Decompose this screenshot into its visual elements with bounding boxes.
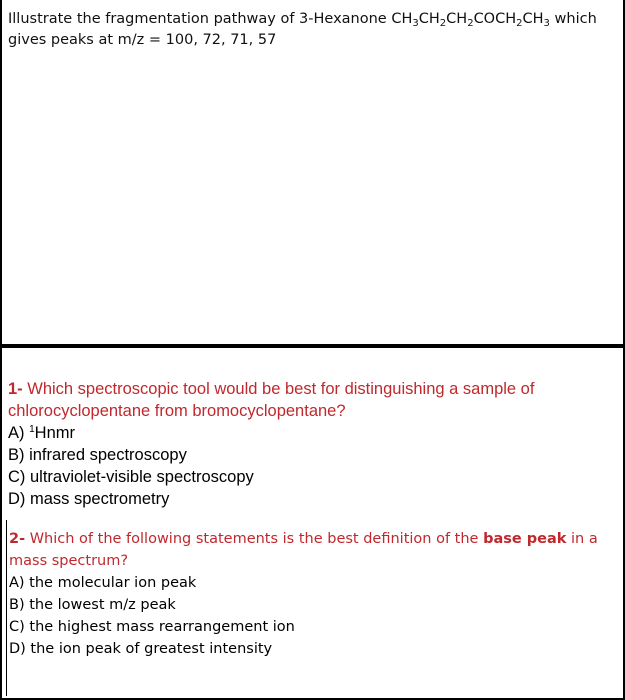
prompt-line2: gives peaks at m/z = 100, 72, 71, 57	[8, 32, 277, 48]
question-2-option-d: D) the ion peak of greatest intensity	[9, 641, 273, 657]
multiple-choice-box	[0, 344, 625, 700]
question-2-option-c: C) the highest mass rearrangement ion	[9, 619, 295, 635]
question-2-option-a: A) the molecular ion peak	[9, 575, 197, 591]
question-2-number: 2-	[9, 531, 26, 547]
question-1-option-c: C) ultraviolet-visible spectroscopy	[8, 468, 254, 486]
question-1-option-b: B) infrared spectroscopy	[8, 446, 187, 464]
question-1-option-d: D) mass spectrometry	[8, 490, 170, 508]
question-1-stem: 1- Which spectroscopic tool would be best for distinguishing a sample of chlorocyclopentane from bromocyclopentane?	[8, 380, 535, 420]
fragmentation-prompt	[8, 9, 613, 51]
fragmentation-question-box	[0, 0, 625, 347]
hexanone-formula: $CH_3CH_2CH_2COCH_2CH_3$	[391, 11, 550, 29]
question-1-option-a: A) $^1$Hnmr	[8, 424, 75, 442]
question-2-option-b: B) the lowest m/z peak	[9, 597, 176, 613]
prompt-line1-tail: which	[549, 11, 597, 27]
prompt-line1: Illustrate the fragmentation pathway of 3-Hexanone	[8, 11, 392, 27]
question-2	[9, 528, 614, 660]
question-1-number: 1-	[8, 380, 23, 398]
question-2-stem: 2- Which of the following statements is the best definition of the base peak in a mass spectrum?	[9, 531, 598, 569]
question-1	[8, 378, 613, 510]
base-peak-term: base peak	[483, 531, 567, 547]
question-2-left-rule	[6, 520, 7, 696]
